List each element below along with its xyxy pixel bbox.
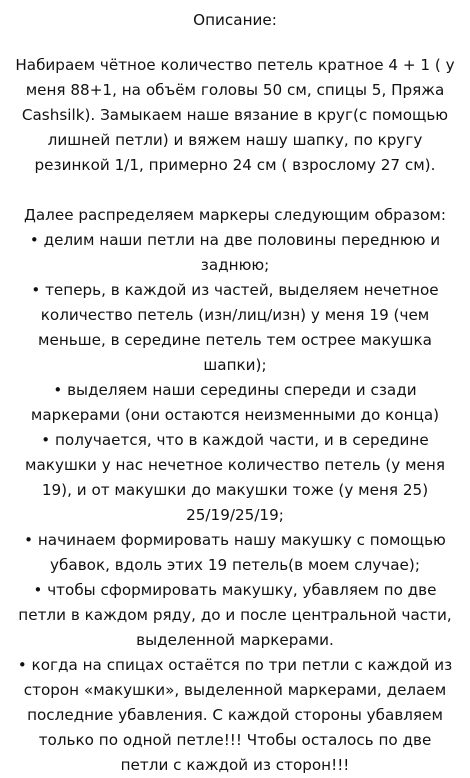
- list-item-text: теперь, в каждой из частей, выделяем нечетное количество петель (изн/лиц/изн) у меня 19 (чем меньше, в середине петель тем острее макушка шапки);: [38, 281, 439, 374]
- bullet-icon: •: [29, 231, 39, 249]
- bullet-icon: •: [33, 581, 43, 599]
- list-item: [14, 653, 456, 778]
- list-item: [14, 528, 456, 578]
- list-item-text: чтобы сформировать макушку, убавляем по две петли в каждом ряду, до и после центральной части, выделенной маркерами.: [18, 581, 452, 649]
- list-item: [14, 278, 456, 378]
- markers-heading: Далее распределяем маркеры следующим образом:: [24, 206, 446, 224]
- list-item-text: начинаем формировать нашу макушку с помощью убавок, вдоль этих 19 петель(в моем случае);: [37, 531, 446, 574]
- list-item-text: когда на спицах остаётся по три петли с каждой из сторон «макушки», выделенной маркерами, делаем последние убавления. С каждой стороны убавляем только по одной петле!!! Чтобы осталось по две петли с каждой из сторон!!!: [23, 656, 453, 774]
- instruction-list: [14, 228, 456, 778]
- list-item: [14, 428, 456, 528]
- bullet-icon: •: [41, 431, 51, 449]
- bullet-icon: •: [53, 381, 63, 399]
- bullet-icon: •: [31, 281, 41, 299]
- description-title: Описание:: [193, 11, 277, 29]
- intro-paragraph: Набираем чётное количество петель кратное 4 + 1 ( у меня 88+1, на объём головы 50 см, спицы 5, Пряжа Cashsilk). Замыкаем наше вязание в круг(с помощью лишней петли) и вяжем нашу шапку, по кругу резинкой 1/1, примерно 24 см ( взрослому 27 см).: [15, 56, 455, 174]
- paragraph-spacer: [14, 178, 456, 203]
- list-item-text: выделяем наши середины спереди и сзади маркерами (они остаются неизменными до конца): [30, 381, 440, 424]
- bullet-icon: •: [17, 656, 27, 674]
- list-item: [14, 378, 456, 428]
- list-item: [14, 228, 456, 278]
- list-item-text: делим наши петли на две половины переднюю и заднюю;: [43, 231, 441, 274]
- list-item-text: получается, что в каждой части, и в середине макушки у нас нечетное количество петель (у меня 19), и от макушки до макушки тоже (у меня 25) 25/19/25/19;: [25, 431, 445, 524]
- list-item: [14, 578, 456, 653]
- bullet-icon: •: [24, 531, 34, 549]
